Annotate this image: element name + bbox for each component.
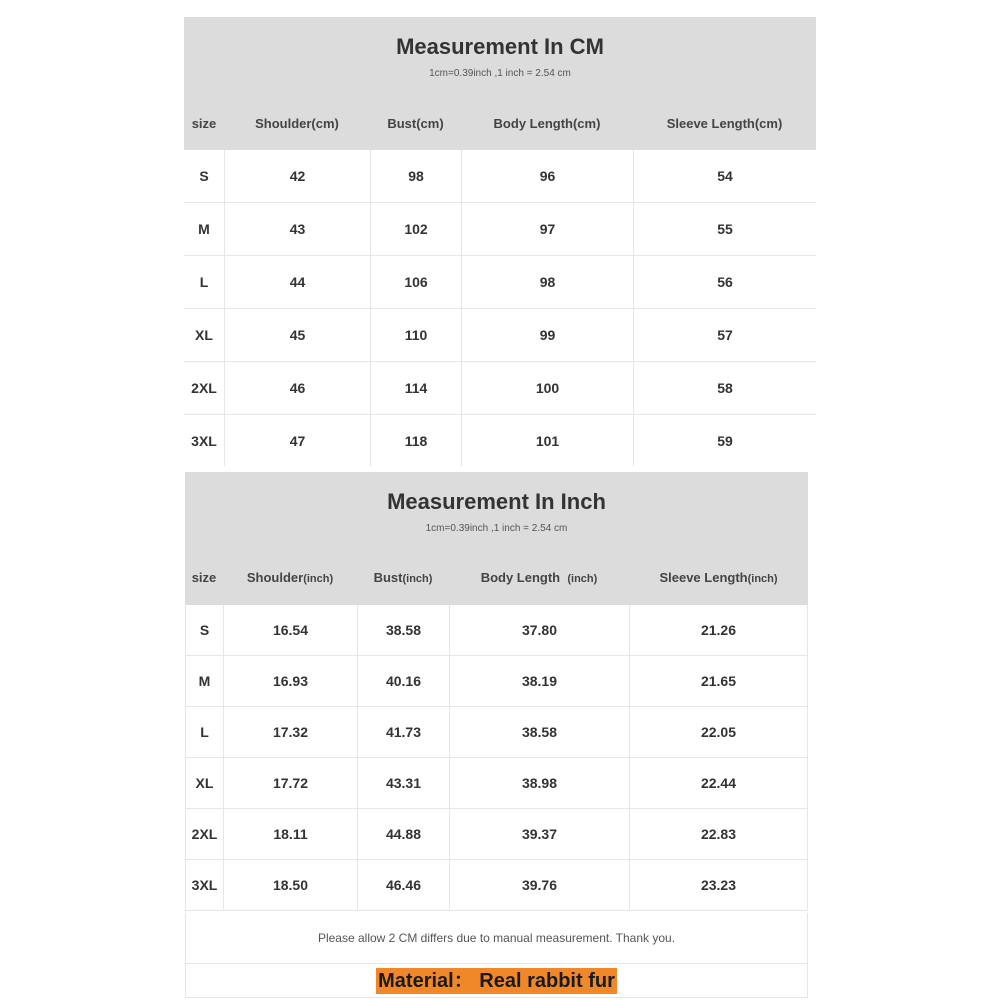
size-cell: S [199, 622, 210, 638]
size-cell: M [198, 221, 210, 237]
measurement-cell: 106 [370, 256, 461, 308]
measurement-cell: 42 [224, 150, 370, 202]
measurement-cell: 97 [461, 203, 633, 255]
measurement-cell: 43 [224, 203, 370, 255]
measurement-cell: 23.23 [629, 860, 807, 910]
measurement-cell: 98 [461, 256, 633, 308]
measurement-cell: 16.93 [223, 656, 357, 706]
measurement-cell: 38.98 [449, 758, 629, 808]
measurement-cell: 45 [224, 309, 370, 361]
inch-column-header-label: size [191, 569, 217, 585]
cm-column-header: Sleeve Length(cm) [666, 115, 783, 131]
size-cell: XL [195, 327, 213, 343]
measurement-cell: 56 [633, 256, 816, 308]
size-cell: L [200, 724, 209, 740]
inch-column-header-label: Body Length [480, 569, 568, 585]
measurement-cell: 55 [633, 203, 816, 255]
measurement-cell: 114 [370, 362, 461, 414]
inch-column-header-unit: (inch) [402, 572, 433, 585]
measurement-cell: 18.11 [223, 809, 357, 859]
measurement-cell: 41.73 [357, 707, 449, 757]
cm-table-header [184, 17, 816, 150]
measurement-cell: 17.32 [223, 707, 357, 757]
inch-column-header-label: Shoulder [246, 569, 304, 585]
cm-column-header: size [191, 115, 217, 131]
measurement-cell: 57 [633, 309, 816, 361]
measurement-cell: 38.58 [357, 605, 449, 655]
measurement-cell: 102 [370, 203, 461, 255]
measurement-cell: 17.72 [223, 758, 357, 808]
size-cell: 2XL [191, 826, 218, 842]
measurement-cell: 58 [633, 362, 816, 414]
material-row [185, 964, 808, 998]
inch-column-header [185, 570, 223, 585]
measurement-cell: 18.50 [223, 860, 357, 910]
measurement-cell: 96 [461, 150, 633, 202]
inch-column-header [629, 570, 808, 585]
measurement-cell: 39.37 [449, 809, 629, 859]
size-cell: L [199, 274, 209, 290]
measurement-cell: 39.76 [449, 860, 629, 910]
inch-column-header [357, 570, 449, 585]
measurement-note [185, 913, 808, 964]
measurement-cell: 44 [224, 256, 370, 308]
cm-column-header: Body Length(cm) [493, 115, 601, 131]
measurement-cell: 22.83 [629, 809, 807, 859]
cm-column-headers [184, 113, 816, 133]
size-cell: 3XL [191, 877, 218, 893]
material-label: Material： Real rabbit fur [378, 969, 615, 992]
cm-table-title: Measurement In CM [396, 34, 604, 59]
table-row [185, 656, 808, 707]
table-row [185, 605, 808, 656]
measurement-cell: 38.19 [449, 656, 629, 706]
measurement-cell: 100 [461, 362, 633, 414]
cm-measurement-table [184, 17, 816, 471]
table-row [184, 256, 816, 309]
size-cell: 3XL [191, 432, 217, 449]
table-row [185, 758, 808, 809]
size-cell: M [198, 673, 211, 689]
table-row [184, 309, 816, 362]
inch-column-header [223, 570, 357, 585]
measurement-cell: 44.88 [357, 809, 449, 859]
inch-column-header-label: Sleeve Length [659, 569, 748, 585]
measurement-cell: 54 [633, 150, 816, 202]
measurement-cell: 118 [370, 415, 461, 466]
table-row [184, 150, 816, 203]
measurement-cell: 98 [370, 150, 461, 202]
measurement-cell: 46 [224, 362, 370, 414]
size-cell: XL [195, 775, 214, 791]
size-cell: S [199, 168, 209, 184]
inch-column-header-unit: (inch) [303, 572, 334, 585]
inch-table-header [185, 472, 808, 605]
table-row [184, 203, 816, 256]
table-row [185, 860, 808, 911]
measurement-cell: 46.46 [357, 860, 449, 910]
measurement-cell: 110 [370, 309, 461, 361]
inch-column-headers [185, 567, 808, 587]
measurement-cell: 37.80 [449, 605, 629, 655]
inch-column-header-unit: (inch) [567, 572, 598, 585]
measurement-cell: 21.65 [629, 656, 807, 706]
inch-table-body [185, 605, 808, 911]
inch-measurement-table [185, 472, 808, 1000]
table-row [185, 809, 808, 860]
measurement-cell: 43.31 [357, 758, 449, 808]
table-row [185, 707, 808, 758]
inch-table-title: Measurement In Inch [387, 489, 606, 514]
table-row [184, 362, 816, 415]
measurement-cell: 59 [633, 415, 816, 466]
inch-column-header [449, 570, 629, 585]
table-row [184, 415, 816, 466]
measurement-cell: 99 [461, 309, 633, 361]
measurement-cell: 47 [224, 415, 370, 466]
cm-column-header: Shoulder(cm) [255, 115, 339, 131]
measurement-cell: 22.44 [629, 758, 807, 808]
cm-table-subtitle: 1cm=0.39inch ,1 inch = 2.54 cm [429, 68, 571, 79]
inch-table-subtitle: 1cm=0.39inch ,1 inch = 2.54 cm [425, 523, 568, 534]
measurement-cell: 38.58 [449, 707, 629, 757]
size-cell: 2XL [191, 380, 217, 396]
cm-table-body [184, 150, 816, 466]
inch-column-header-unit: (inch) [747, 572, 778, 585]
measurement-cell: 40.16 [357, 656, 449, 706]
cm-column-header: Bust(cm) [387, 115, 444, 131]
measurement-cell: 22.05 [629, 707, 807, 757]
measurement-cell: 21.26 [629, 605, 807, 655]
measurement-cell: 101 [461, 415, 633, 466]
measurement-note-text: Please allow 2 CM differs due to manual measurement. Thank you. [317, 931, 676, 945]
measurement-cell: 16.54 [223, 605, 357, 655]
inch-column-header-label: Bust [373, 569, 403, 585]
